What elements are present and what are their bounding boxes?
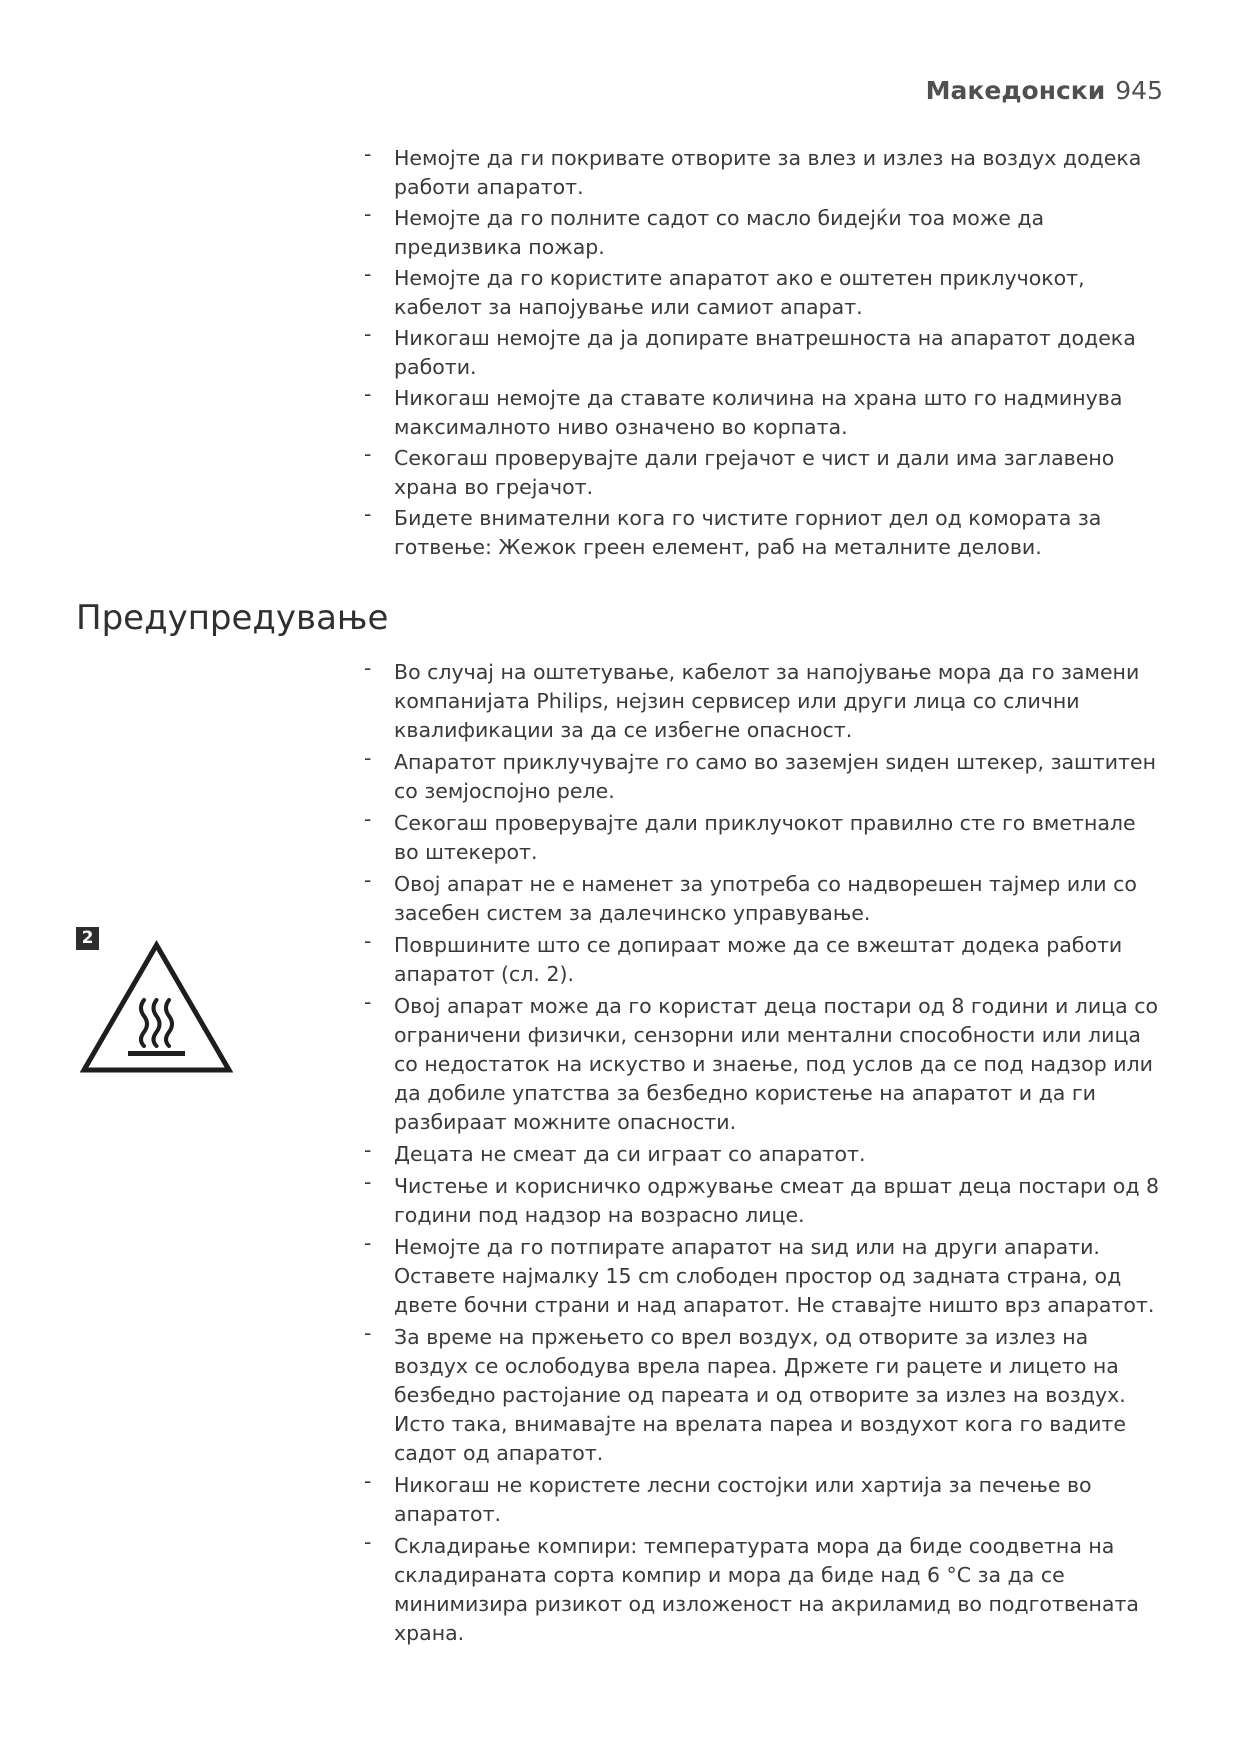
list-item: - Никогаш немојте да ја допирате внатрешноста на апаратот додека работи. [364, 324, 1164, 382]
list-item: - Чистење и корисничко одржување смеат да вршат деца постари од 8 години под надзор на возрасно лице. [364, 1172, 1164, 1230]
figure-number-badge: 2 [76, 927, 99, 950]
list-item: - Секогаш проверувајте дали грејачот е чист и дали има заглавено храна во грејачот. [364, 444, 1164, 502]
header-language: Македонски [925, 76, 1106, 105]
page-number: 945 [1115, 76, 1163, 105]
list-item: - Секогаш проверувајте дали приклучокот правилно сте го вметнале во штекерот. [364, 809, 1164, 867]
list-item: - Децата не смеат да си играат со апаратот. [364, 1140, 1164, 1169]
list-item: - Во случај на оштетување, кабелот за напојување мора да го замени компанијата Philips, нејзин сервисер или други лица со слични квалификации за да се избегне опасност. [364, 658, 1164, 745]
safety-list-top [364, 144, 1164, 564]
list-item: - Складирање компири: температурата мора да биде соодветна на складираната сорта компир и мора да биде над 6 °C за да се минимизира ризикот од изложеност на акриламид во подготвената храна. [364, 1532, 1164, 1648]
list-item: - Немојте да ги покривате отворите за влез и излез на воздух додека работи апаратот. [364, 144, 1164, 202]
list-item: - Бидете внимателни кога го чистите горниот дел од коморатa за готвење: Жежок греен елемент, раб на металните делови. [364, 504, 1164, 562]
list-item: - Никогаш не користете лесни состојки или хартија за печење во апаратот. [364, 1471, 1164, 1529]
section-title: Предупредување [76, 598, 389, 638]
list-item: - Никогаш немојте да ставате количина на храна што го надминува максималното ниво означено во корпата. [364, 384, 1164, 442]
list-item: - Површините што се допираат може да се вжештат додека работи апаратот (сл. 2). [364, 931, 1164, 989]
page-header [926, 76, 1163, 105]
warning-list [364, 658, 1164, 1651]
hot-surface-warning-icon [80, 940, 233, 1075]
list-item: - Немојте да го потпирате апаратот на ѕид или на други апарати. Оставете најмалку 15 cm слободен простор од задната страна, од двете бочни страни и над апаратот. Не ставајте ништо врз апаратот. [364, 1233, 1164, 1320]
list-item: - Апаратот приклучувајте го само во заземјен ѕиден штекер, заштитен со земјоспојно реле. [364, 748, 1164, 806]
list-item: - Немојте да го полните садот со масло бидејќи тоа може да предизвика пожар. [364, 204, 1164, 262]
list-item: - Овој апарат не е наменет за употреба со надворешен тајмер или со засебен систем за далечинско управување. [364, 870, 1164, 928]
list-item: - За време на пржењето со врел воздух, од отворите за излез на воздух се ослободува врела пареа. Држете ги рацете и лицето на безбедно растојание од пареата и од отворите за излез на воздух. Исто така, внимавајте на врелата пареа и воздухот кога го вадите садот од апаратот. [364, 1323, 1164, 1468]
list-item: - Немојте да го користите апаратот ако е оштетен приклучокот, кабелот за напојување или самиот апарат. [364, 264, 1164, 322]
list-item: - Овој апарат може да го користат деца постари од 8 години и лица со ограничени физички, сензорни или ментални способности или лица со недостаток на искуство и знаење, под услов да се под надзор или да добиле упатства за безбедно користење на апаратот и да ги разбираат можните опасности. [364, 992, 1164, 1137]
